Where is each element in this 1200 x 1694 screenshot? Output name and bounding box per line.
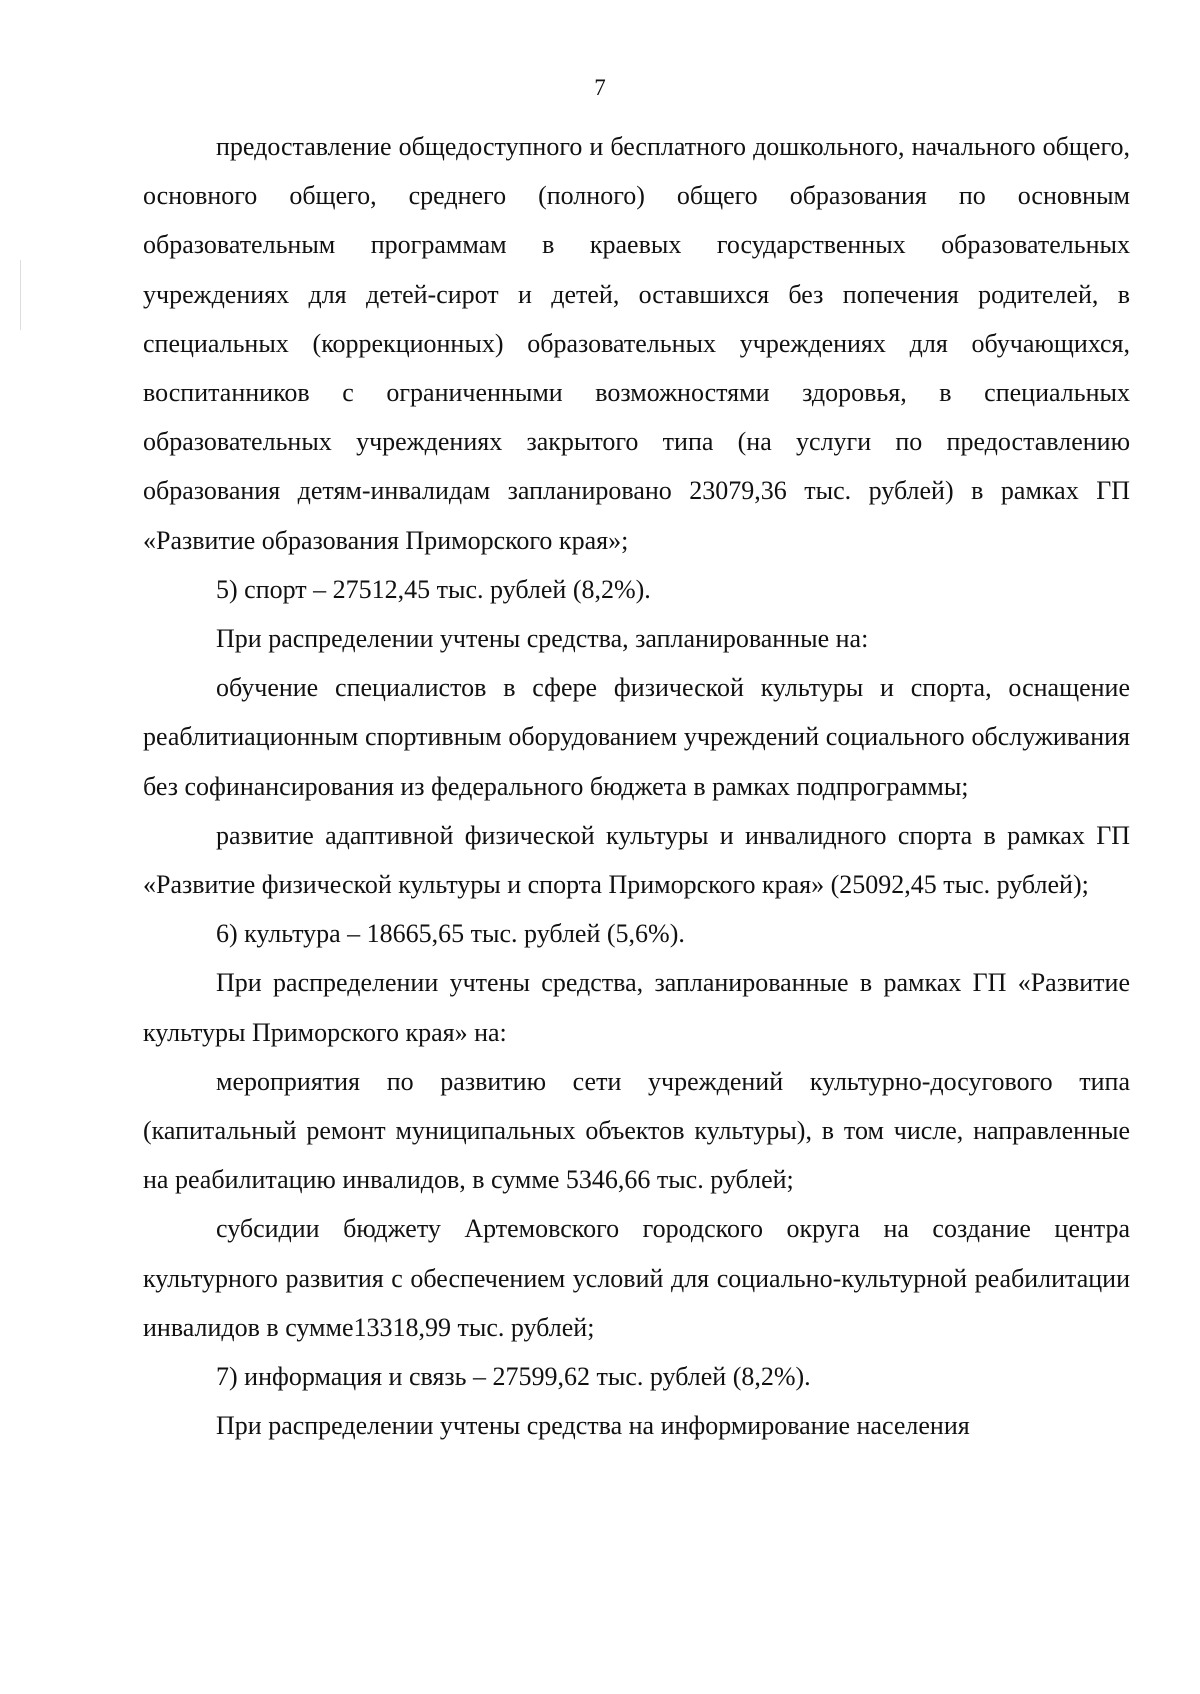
scan-edge-mark [20, 260, 21, 330]
paragraph-sport-intro: При распределении учтены средства, запланированные на: [216, 624, 869, 654]
paragraph-culture-intro: При распределении учтены средства, запланированные в рамках ГП «Развитие культуры Приморского края» на: [143, 968, 1130, 1047]
paragraph-culture-total: 6) культура – 18665,65 тыс. рублей (5,6%). [216, 919, 685, 949]
paragraph-culture-repair: мероприятия по развитию сети учреждений культурно-досугового типа (капитальный ремонт муниципальных объектов культуры), в том числе, направленные на реабилитацию инвалидов, в сумме 5346,66 тыс. рублей; [143, 1066, 1130, 1195]
page-number: 7 [594, 75, 606, 100]
paragraph-info-intro: При распределении учтены средства на информирование населения [216, 1411, 970, 1441]
paragraph-culture-subsidy: субсидии бюджету Артемовского городского округа на создание центра культурного развития с обеспечением условий для социально-культурной реабилитации инвалидов в сумме13318,99 тыс. рублей; [143, 1214, 1130, 1342]
paragraph-education-services: предоставление общедоступного и бесплатного дошкольного, начального общего, основного общего, среднего (полного) общего образования по основным образовательным программам в краевых государственных образовательных учреждениях для детей-сирот и детей, оставшихся без попечения родителей, в специальных (коррекционных) образовательных учреждениях для обучающихся, воспитанников с ограниченными возможностями здоровья, в специальных образовательных учреждениях закрытого типа (на услуги по предоставлению образования детям-инвалидам запланировано 23079,36 тыс. рублей) в рамках ГП «Развитие образования Приморского края»; [143, 132, 1130, 555]
paragraph-sport-training: обучение специалистов в сфере физической культуры и спорта, оснащение реаблитиационным спортивным оборудованием учреждений социального обслуживания без софинансирования из федерального бюджета в рамках подпрограммы; [143, 673, 1130, 801]
paragraph-info-total: 7) информация и связь – 27599,62 тыс. рублей (8,2%). [216, 1362, 811, 1392]
paragraph-adaptive-sport: развитие адаптивной физической культуры и инвалидного спорта в рамках ГП «Развитие физической культуры и спорта Приморского края» (25092,45 тыс. рублей); [143, 820, 1130, 900]
document-body [143, 122, 1130, 1450]
paragraph-sport-total: 5) спорт – 27512,45 тыс. рублей (8,2%). [216, 574, 651, 604]
